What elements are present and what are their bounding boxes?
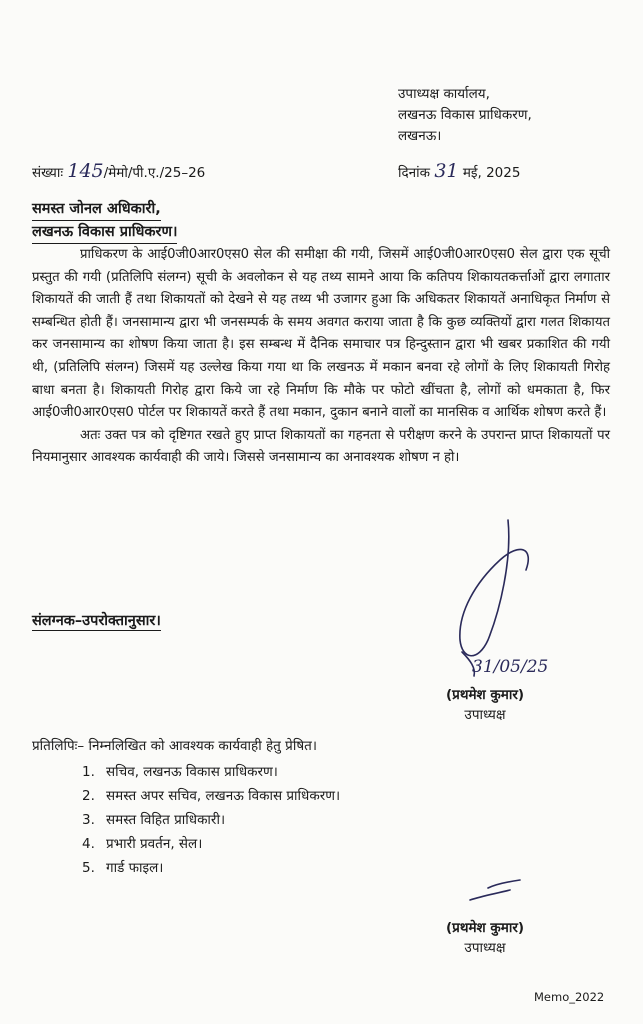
list-item: 3. समस्त विहित प्राधिकारी। bbox=[82, 812, 226, 828]
signatory-designation-1: उपाध्यक्ष bbox=[464, 707, 506, 723]
date-handwritten-day: 31 bbox=[434, 160, 459, 182]
copy-to-intro: प्रतिलिपिः– निम्नलिखित को आवश्यक कार्यवाही हेतु प्रेषित। bbox=[32, 738, 317, 754]
reference-handwritten-number: 145 bbox=[67, 160, 104, 182]
copy-to-list bbox=[82, 760, 340, 880]
office-line-1: उपाध्यक्ष कार्यालय, bbox=[398, 86, 490, 102]
list-item: 5. गार्ड फाइल। bbox=[82, 860, 164, 876]
list-item: 4. प्रभारी प्रवर्तन, सेल। bbox=[82, 836, 203, 852]
date-suffix: मई, 2025 bbox=[462, 165, 521, 181]
office-line-3: लखनऊ। bbox=[398, 128, 442, 144]
signature-block-2 bbox=[420, 918, 550, 958]
date-label: दिनांक bbox=[398, 165, 431, 181]
signatory-designation-2: उपाध्यक्ष bbox=[464, 940, 506, 956]
enclosure-note: संलग्नक–उपरोक्तानुसार। bbox=[32, 610, 161, 631]
office-line-2: लखनऊ विकास प्राधिकरण, bbox=[398, 107, 532, 123]
memo-id: Memo_2022 bbox=[534, 990, 605, 1004]
signature-block-1 bbox=[420, 685, 550, 725]
body-paragraph-2: अतः उक्त पत्र को दृष्टिगत रखते हुए प्राप्त शिकायतों का गहनता से परीक्षण करने के उपरान्त प्राप्त शिकायतों पर नियमानुसार आवश्यक कार्यवाही की जाये। जिससे जनसामान्य का अनावश्यक शोषण न हो। bbox=[32, 427, 610, 466]
reference-label: संख्याः bbox=[32, 165, 64, 181]
addressee-line-1: समस्त जोनल अधिकारी, bbox=[32, 198, 161, 221]
signatory-name-1: (प्रथमेश कुमार) bbox=[445, 687, 525, 703]
body-paragraph-1: प्राधिकरण के आई0जी0आर0एस0 सेल की समीक्षा की गयी, जिसमें आई0जी0आर0एस0 सेल द्वारा एक सूची प्रस्तुत की गयी (प्रतिलिपि संलग्न) सूची के अवलोकन से यह तथ्य सामने आया कि कतिपय शिकायतकर्त्ताओं द्वारा लगातार शिकायतें की जाती हैं तथा शिकायतों को देखने से यह तथ्य भी उजागर हुआ कि अधिकतर शिकायतें अनाधिकृत निर्माण से सम्बन्धित होती हैं। जनसामान्य द्वारा भी जनसम्पर्क के समय अवगत कराया जाता है कि कुछ व्यक्तियों द्वारा गलत शिकायत कर जनसामान्य का शोषण किया जाता है। इस सम्बन्ध में दैनिक समाचार पत्र हिन्दुस्तान द्वारा भी खबर प्रकाशित की गयी थी, (प्रतिलिपि संलग्न) जिसमें यह उल्लेख किया गया था कि लखनऊ में मकान बनवा रहे लोगों के लिए शिकायती गिरोह बाधा बनता है। शिकायती गिरोह द्वारा किये जा रहे निर्माण कि मौके पर फोटो खींचता है, लोगों को धमकाता है, फिर आई0जी0आर0एस0 पोर्टल पर शिकायतें करते हैं तथा मकान, दुकान बनाने वालों का मानसिक व आर्थिक शोषण करते हैं। bbox=[32, 247, 610, 421]
signature-handwritten-date: 31/05/25 bbox=[472, 657, 549, 677]
reference-suffix: /मेमो/पी.ए./25–26 bbox=[103, 165, 206, 181]
signature-mark-2 bbox=[470, 880, 520, 900]
signature-loop bbox=[460, 520, 528, 656]
list-item: 2. समस्त अपर सचिव, लखनऊ विकास प्राधिकरण। bbox=[82, 788, 341, 804]
addressee-line-2: लखनऊ विकास प्राधिकरण। bbox=[32, 221, 177, 244]
signatory-name-2: (प्रथमेश कुमार) bbox=[445, 920, 525, 936]
list-item: 1. सचिव, लखनऊ विकास प्राधिकरण। bbox=[82, 764, 278, 780]
